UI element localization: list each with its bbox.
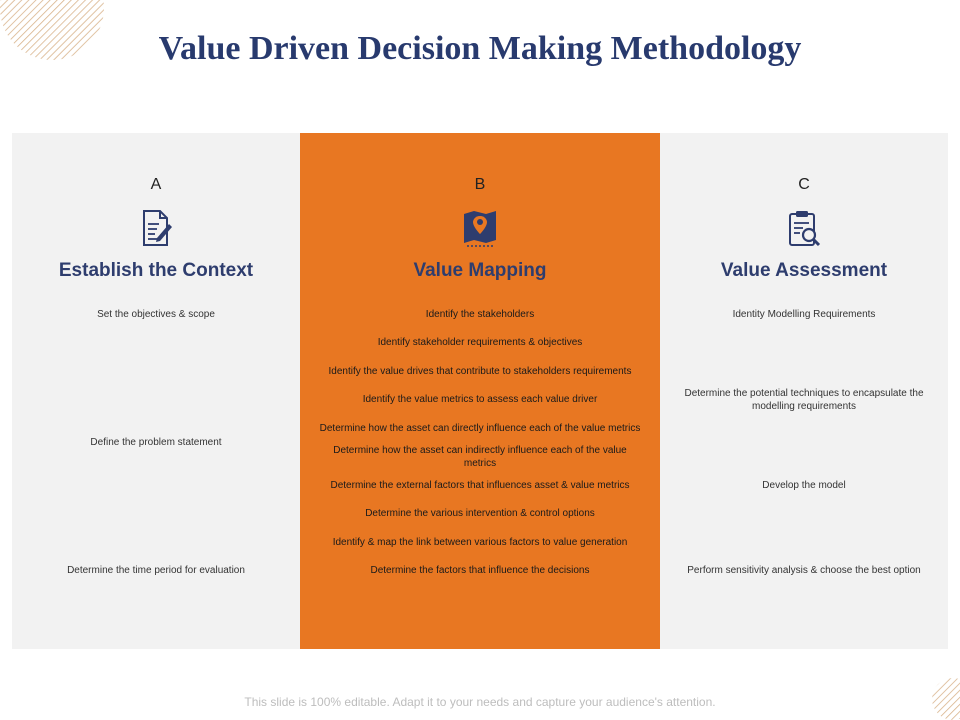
column-heading: Value Mapping xyxy=(413,260,547,281)
list-item: Identify stakeholder requirements & objectives xyxy=(377,337,583,348)
list-item: Define the problem statement xyxy=(90,437,222,448)
column-establish-context xyxy=(12,133,300,649)
column-letter: B xyxy=(474,176,486,193)
column-letter: C xyxy=(798,176,810,193)
list-item: Identify the stakeholders xyxy=(425,309,535,320)
list-item: Identify the value drives that contribute to stakeholders requirements xyxy=(328,366,632,377)
column-value-mapping xyxy=(300,133,660,649)
list-item: Determine how the asset can directly influence each of the value metrics xyxy=(319,423,641,434)
list-item: Determine how the asset can indirectly influence each of the value metrics xyxy=(333,445,627,469)
list-item: Determine the external factors that influences asset & value metrics xyxy=(330,480,630,491)
list-item: Identify the value metrics to assess each value driver xyxy=(362,394,598,405)
list-item: Determine the potential techniques to encapsulate the modelling requirements xyxy=(684,388,924,412)
list-item: Identify & map the link between various factors to value generation xyxy=(332,537,628,548)
list-item: Determine the factors that influence the decisions xyxy=(370,565,590,576)
clipboard-search-icon xyxy=(785,208,823,248)
list-item: Identity Modelling Requirements xyxy=(732,309,876,320)
footer-note: This slide is 100% editable. Adapt it to your needs and capture your audience's attention. xyxy=(244,695,716,709)
list-item: Perform sensitivity analysis & choose the best option xyxy=(687,565,921,576)
list-item: Develop the model xyxy=(762,480,846,491)
list-item: Set the objectives & scope xyxy=(97,309,215,320)
column-heading: Value Assessment xyxy=(720,260,888,281)
page-title: Value Driven Decision Making Methodology xyxy=(158,30,802,67)
document-edit-icon xyxy=(137,208,175,248)
column-value-assessment xyxy=(660,133,948,649)
column-heading: Establish the Context xyxy=(58,260,254,281)
map-pin-icon xyxy=(461,208,499,248)
column-letter: A xyxy=(150,176,162,193)
list-item: Determine the various intervention & control options xyxy=(365,508,595,519)
list-item: Determine the time period for evaluation xyxy=(67,565,245,576)
